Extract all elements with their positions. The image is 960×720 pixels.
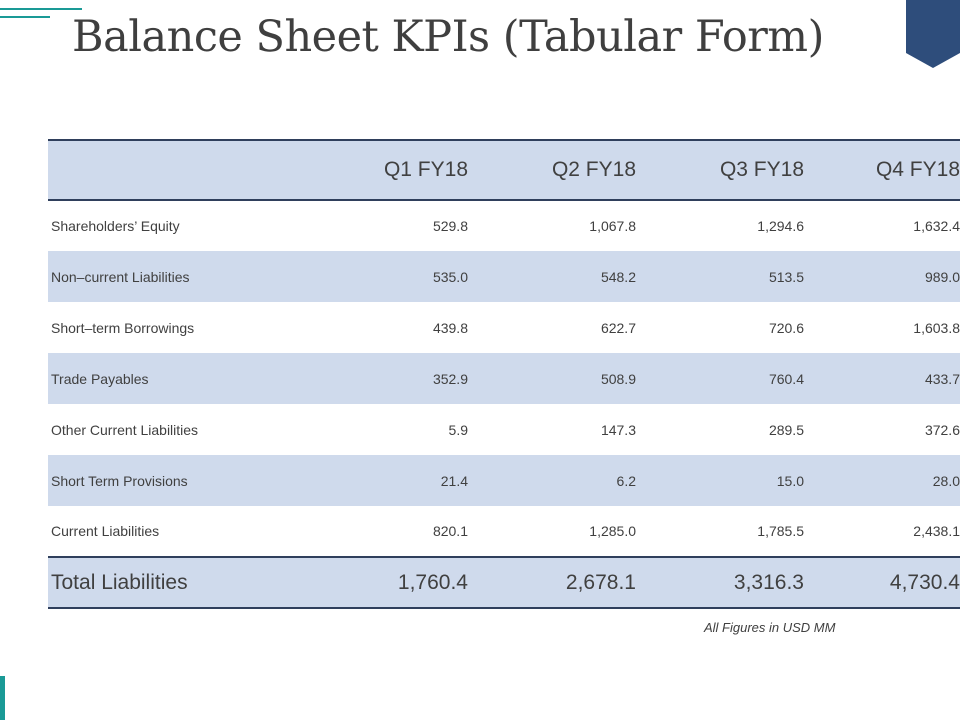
cell-q4: 1,603.8 bbox=[913, 319, 960, 336]
cell-q1: 439.8 bbox=[432, 319, 468, 336]
table-row bbox=[48, 506, 960, 557]
cell-q4: 433.7 bbox=[924, 370, 960, 387]
bookmark-ribbon bbox=[906, 0, 960, 68]
total-row bbox=[48, 557, 960, 608]
accent-line-bottom bbox=[0, 16, 50, 18]
row-label: Short Term Provisions bbox=[51, 472, 188, 489]
table-row bbox=[48, 302, 960, 353]
cell-q2: 6.2 bbox=[616, 472, 636, 489]
cell-q3: 760.4 bbox=[768, 370, 804, 387]
cell-q1: 820.1 bbox=[432, 523, 468, 539]
row-label: Shareholders’ Equity bbox=[51, 218, 180, 234]
table-row bbox=[48, 251, 960, 302]
cell-q4: 989.0 bbox=[924, 268, 960, 285]
cell-q1: 535.0 bbox=[432, 268, 468, 285]
row-label: Current Liabilities bbox=[51, 523, 160, 539]
cell-q3: 720.6 bbox=[768, 319, 804, 336]
total-q4: 4,730.4 bbox=[804, 557, 960, 608]
cell-q3: 15.0 bbox=[776, 472, 804, 489]
header-q3: Q3 FY18 bbox=[636, 140, 804, 200]
table-row bbox=[48, 353, 960, 404]
table-row bbox=[48, 200, 960, 251]
cell-q3: 513.5 bbox=[768, 268, 804, 285]
left-accent-bar bbox=[0, 676, 5, 720]
cell-q3: 1,294.6 bbox=[757, 218, 804, 234]
row-label: Short–term Borrowings bbox=[51, 319, 195, 336]
cell-q2: 147.3 bbox=[600, 421, 636, 438]
header-label-cell bbox=[48, 140, 300, 200]
cell-q4: 2,438.1 bbox=[913, 523, 960, 539]
cell-q2: 1,067.8 bbox=[589, 218, 636, 234]
row-label: Non–current Liabilities bbox=[51, 268, 190, 285]
cell-q2: 622.7 bbox=[600, 319, 636, 336]
total-q1: 1,760.4 bbox=[300, 557, 468, 608]
cell-q3: 289.5 bbox=[768, 421, 804, 438]
total-label: Total Liabilities bbox=[48, 557, 300, 608]
units-footnote: All Figures in USD MM bbox=[704, 620, 836, 635]
table-row bbox=[48, 404, 960, 455]
cell-q4: 372.6 bbox=[924, 421, 960, 438]
row-label: Other Current Liabilities bbox=[51, 421, 199, 438]
total-q3: 3,316.3 bbox=[636, 557, 804, 608]
cell-q4: 1,632.4 bbox=[913, 218, 960, 234]
cell-q3: 1,785.5 bbox=[757, 523, 804, 539]
table-row bbox=[48, 455, 960, 506]
cell-q2: 1,285.0 bbox=[589, 523, 636, 539]
header-q4: Q4 FY18 bbox=[804, 140, 960, 200]
cell-q4: 28.0 bbox=[932, 472, 960, 489]
cell-q2: 508.9 bbox=[600, 370, 636, 387]
cell-q1: 21.4 bbox=[440, 472, 468, 489]
cell-q1: 529.8 bbox=[432, 218, 468, 234]
balance-sheet-table bbox=[48, 139, 960, 609]
row-label: Trade Payables bbox=[51, 370, 149, 387]
cell-q1: 352.9 bbox=[432, 370, 468, 387]
total-q2: 2,678.1 bbox=[468, 557, 636, 608]
header-q2: Q2 FY18 bbox=[468, 140, 636, 200]
cell-q1: 5.9 bbox=[448, 421, 468, 438]
page-title: Balance Sheet KPIs (Tabular Form) bbox=[72, 12, 824, 62]
accent-line-top bbox=[0, 8, 82, 10]
table-header-row bbox=[48, 140, 960, 200]
header-q1: Q1 FY18 bbox=[300, 140, 468, 200]
cell-q2: 548.2 bbox=[600, 268, 636, 285]
